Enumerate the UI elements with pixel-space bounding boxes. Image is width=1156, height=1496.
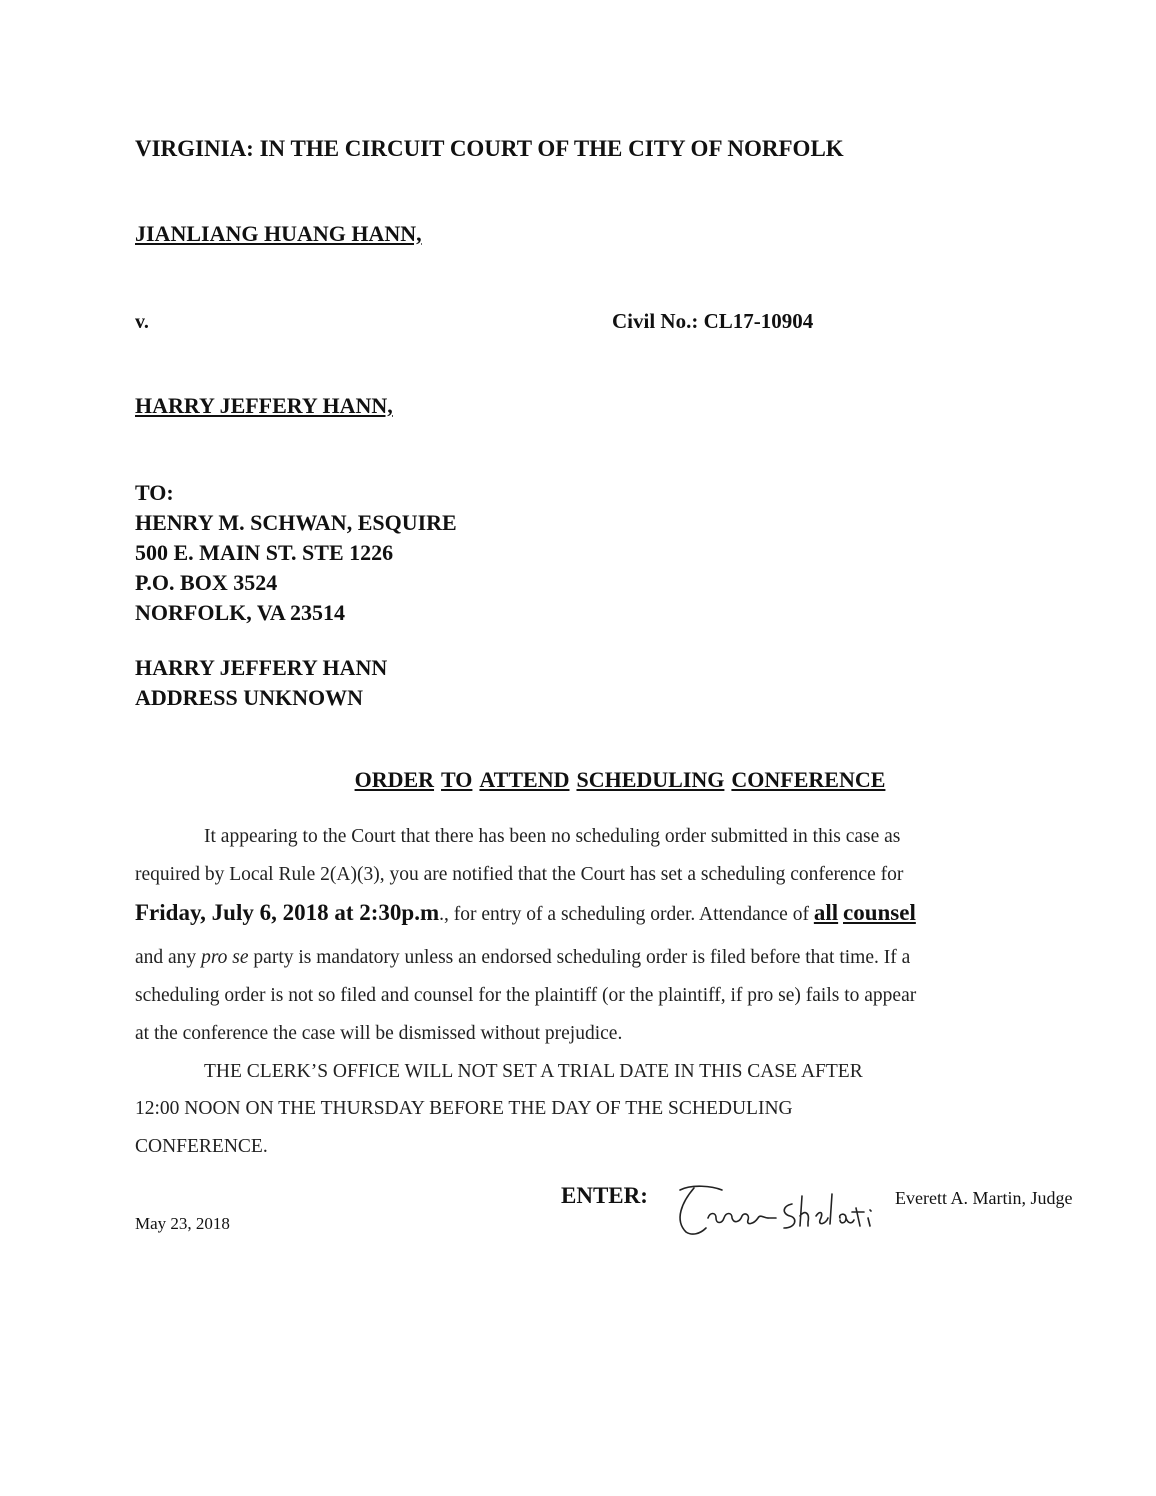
recipient-line: 500 E. MAIN ST. STE 1226 [135,540,394,565]
paragraph-line: CONFERENCE. [135,1136,268,1157]
paragraph-line: scheduling order is not so filed and counsel for the plaintiff (or the plaintiff, if pro se) fails to appear [135,985,917,1006]
text-segment: and any [135,947,202,968]
paragraph-line: 12:00 NOON ON THE THURSDAY BEFORE THE DAY OF THE SCHEDULING [135,1098,793,1119]
versus-label: v. [135,311,149,333]
emphasis-all: all [813,900,839,925]
civil-number: Civil No.: CL17-10904 [612,309,814,333]
enter-label: ENTER: [561,1183,648,1208]
paragraph-line: at the conference the case will be dismissed without prejudice. [135,1023,623,1044]
recipient-line: NORFOLK, VA 23514 [135,600,346,625]
recipient-line: ADDRESS UNKNOWN [135,685,363,710]
title-word: CONFERENCE [731,767,886,792]
paragraph-line: required by Local Rule 2(A)(3), you are notified that the Court has set a scheduling conference for [135,864,904,885]
pro-se-italic: pro se [201,947,249,968]
recipient-line: HENRY M. SCHWAN, ESQUIRE [135,510,457,535]
recipient-block-2 [135,653,387,713]
title-word: ATTEND [479,767,570,792]
recipient-block-1 [135,478,457,628]
plaintiff-name: JIANLIANG HUANG HANN, [135,221,422,246]
recipient-line: HARRY JEFFERY HANN [135,655,388,680]
paragraph-line [135,947,910,969]
order-title [0,767,1156,793]
emphasis-counsel: counsel [843,900,916,925]
paragraph-line: It appearing to the Court that there has been no scheduling order submitted in this case as [204,826,901,847]
text-segment: ., for entry of a scheduling order. Attendance of [439,904,814,925]
text-segment: party is mandatory unless an endorsed scheduling order is filed before that time. If a [248,947,911,968]
to-label: TO: [135,480,174,505]
title-word: ORDER [354,767,435,792]
paragraph-line: THE CLERK’S OFFICE WILL NOT SET A TRIAL DATE IN THIS CASE AFTER [204,1061,863,1082]
court-heading: VIRGINIA: IN THE CIRCUIT COURT OF THE CITY OF NORFOLK [135,136,844,161]
paragraph-line-conference-date [135,900,916,926]
order-date: May 23, 2018 [135,1214,230,1233]
title-word: TO [441,767,473,792]
title-word: SCHEDULING [576,767,725,792]
conference-date: Friday, July 6, 2018 at 2:30p.m [135,900,440,925]
judge-name: Everett A. Martin, Judge [895,1188,1073,1208]
recipient-line: P.O. BOX 3524 [135,570,278,595]
judge-signature [672,1182,882,1242]
defendant-name: HARRY JEFFERY HANN, [135,393,393,418]
